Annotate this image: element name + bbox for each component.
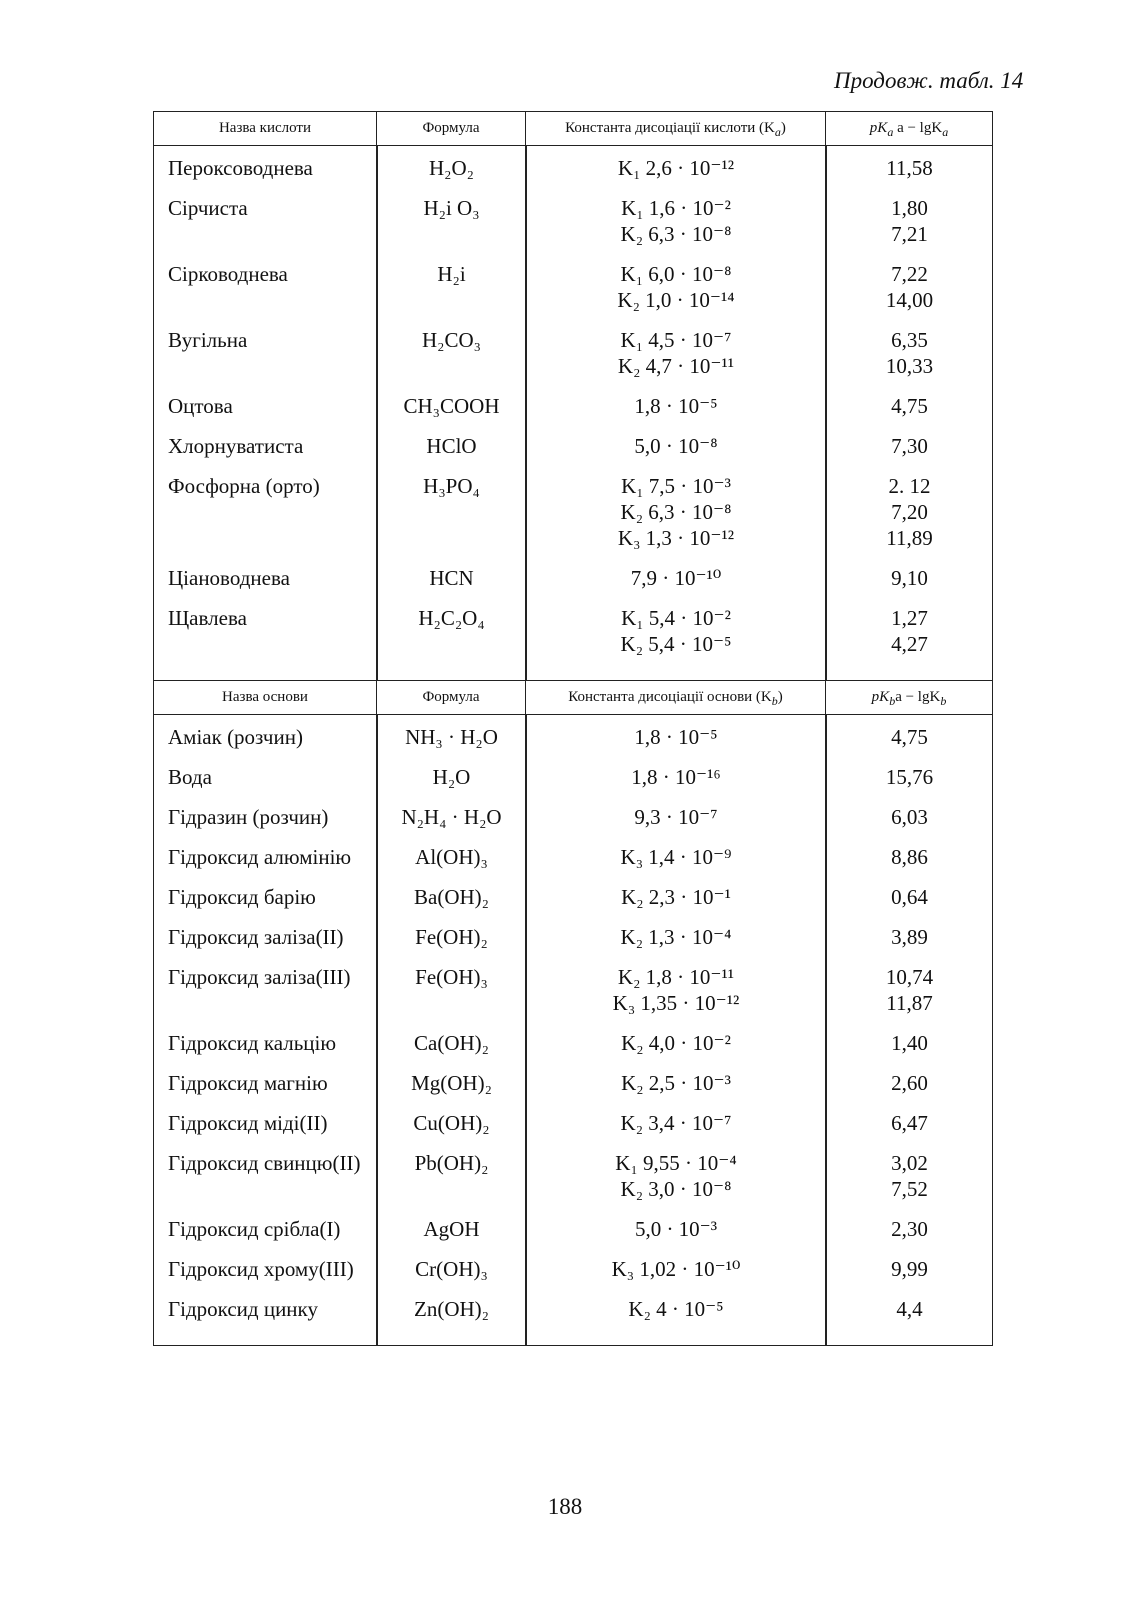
acid-constant-line: K₁ 1,6 · 10⁻² xyxy=(621,196,731,220)
base-name: Гідроксид алюмінію xyxy=(168,845,352,869)
base-pk-line: 4,75 xyxy=(891,725,928,749)
acid-name: Фосфорна (орто) xyxy=(168,474,320,498)
base-pk xyxy=(826,1256,993,1282)
acid-formula: H₂i xyxy=(437,262,466,286)
base-name: Гідроксид заліза(II) xyxy=(168,925,344,949)
base-name: Гідроксид хрому(III) xyxy=(168,1257,354,1281)
base-pk-line: 4,4 xyxy=(896,1297,923,1321)
acid-name-header: Назва кислоти xyxy=(154,112,377,146)
base-name: Гідроксид магнію xyxy=(168,1071,328,1095)
acid-formula: H₂CO₃ xyxy=(422,328,481,352)
base-pk xyxy=(826,1030,993,1056)
base-constant-line: K₂ 1,8 · 10⁻¹¹ xyxy=(617,965,735,989)
acid-pk-line: 1,27 xyxy=(891,606,928,630)
acid-formula: H₂i O₃ xyxy=(423,196,480,220)
base-pk xyxy=(826,1296,993,1322)
acid-name: Щавлева xyxy=(168,606,247,630)
base-constant-line: K₃ 1,4 · 10⁻⁹ xyxy=(620,845,732,869)
acid-pk-line: 11,58 xyxy=(886,156,933,180)
base-formula: H₂O xyxy=(432,765,471,789)
base-name: Гідроксид барію xyxy=(168,885,316,909)
base-pk xyxy=(826,884,993,910)
acid-pk-line: 4,75 xyxy=(891,394,928,418)
acid-pk xyxy=(826,327,993,379)
base-constant-line: K₁ 9,55 · 10⁻⁴ xyxy=(615,1151,737,1175)
acid-formula: H₃PO₄ xyxy=(423,474,480,498)
acid-header-row xyxy=(154,112,993,146)
acid-name: Сірководнева xyxy=(168,262,288,286)
base-formula: Ca(OH)₂ xyxy=(414,1031,489,1055)
base-formula: Mg(OH)₂ xyxy=(411,1071,492,1095)
acid-name: Хлорнуватиста xyxy=(168,434,304,458)
acid-pk xyxy=(826,473,993,551)
acid-constant xyxy=(526,327,826,379)
acid-constant xyxy=(526,433,826,459)
acid-name: Ціановоднева xyxy=(168,566,290,590)
base-constant-line: K₃ 1,02 · 10⁻¹⁰ xyxy=(611,1257,741,1281)
base-formula-header: Формула xyxy=(377,681,526,715)
acid-constant xyxy=(526,473,826,551)
base-constant-line: 5,0 · 10⁻³ xyxy=(634,1217,718,1241)
base-constant-line: K₂ 1,3 · 10⁻⁴ xyxy=(620,925,732,949)
base-name-header: Назва основи xyxy=(154,681,377,715)
acid-formula-header: Формула xyxy=(377,112,526,146)
acid-pk xyxy=(826,261,993,313)
acid-pk-line: 6,35 xyxy=(891,328,928,352)
acid-rows xyxy=(154,146,992,680)
base-constant-line: K₂ 2,3 · 10⁻¹ xyxy=(621,885,731,909)
base-pk-line: 9,99 xyxy=(891,1257,928,1281)
acid-name: Пероксоводнева xyxy=(168,156,313,180)
acid-constant-line: K₁ 6,0 · 10⁻⁸ xyxy=(620,262,732,286)
acid-pk xyxy=(826,195,993,247)
base-name: Гідроксид срібла(I) xyxy=(168,1217,341,1241)
acid-pk-line: 2. 12 xyxy=(888,474,931,498)
base-name: Гідроксид цинку xyxy=(168,1297,318,1321)
base-pk-line: 2,60 xyxy=(891,1071,928,1095)
acid-name: Сірчиста xyxy=(168,196,248,220)
base-constant xyxy=(526,884,826,910)
base-name: Гідразин (розчин) xyxy=(168,805,329,829)
acid-constant-line: K₁ 2,6 · 10⁻¹² xyxy=(617,156,735,180)
acid-constant-header: Константа дисоціації кислоти $(K_a)$ xyxy=(526,112,826,146)
acid-pk xyxy=(826,155,993,181)
base-constant-line: K₃ 1,35 · 10⁻¹² xyxy=(612,991,740,1015)
base-formula: AgOH xyxy=(423,1217,480,1241)
base-pk-line: 8,86 xyxy=(891,845,928,869)
acid-constant-line: K₂ 1,0 · 10⁻¹⁴ xyxy=(617,288,735,312)
base-formula: Fe(OH)₃ xyxy=(415,965,488,989)
acid-formula: CH₃COOH xyxy=(403,394,500,418)
base-pk xyxy=(826,1110,993,1136)
acid-formula: H₂C₂O₄ xyxy=(418,606,485,630)
base-pk xyxy=(826,924,993,950)
base-pk xyxy=(826,844,993,870)
acid-name: Оцтова xyxy=(168,394,233,418)
acid-name: Вугільна xyxy=(168,328,248,352)
acid-constant-line: K₂ 5,4 · 10⁻⁵ xyxy=(620,632,732,656)
base-pk-line: 2,30 xyxy=(891,1217,928,1241)
acid-formula: HClO xyxy=(426,434,477,458)
base-pk xyxy=(826,724,993,750)
acid-constant xyxy=(526,605,826,657)
base-pk-line: 7,52 xyxy=(891,1177,928,1201)
acid-formula: HCN xyxy=(429,566,474,590)
base-name: Аміак (розчин) xyxy=(168,725,303,749)
acid-pk-line: 11,89 xyxy=(886,526,933,550)
base-pk-line: 0,64 xyxy=(891,885,928,909)
base-formula: N₂H₄ · H₂O xyxy=(401,805,502,829)
base-pk-line: 10,74 xyxy=(885,965,934,989)
base-formula: Al(OH)₃ xyxy=(415,845,488,869)
acid-formula: H₂O₂ xyxy=(429,156,474,180)
base-pk-line: 6,03 xyxy=(891,805,928,829)
acid-pk-header: $pK_a$ а − lgK$_a$ xyxy=(826,112,993,146)
base-formula: Cr(OH)₃ xyxy=(415,1257,488,1281)
base-constant-line: K₂ 3,4 · 10⁻⁷ xyxy=(620,1111,732,1135)
base-formula: Ba(OH)₂ xyxy=(414,885,489,909)
base-pk-line: 3,89 xyxy=(891,925,928,949)
base-body xyxy=(154,715,993,1346)
acid-pk xyxy=(826,605,993,657)
base-header-row xyxy=(154,681,993,715)
base-constant-line: 1,8 · 10⁻¹⁶ xyxy=(631,765,721,789)
acid-pk-line: 9,10 xyxy=(891,566,928,590)
base-constant xyxy=(526,1070,826,1096)
base-name: Гідроксид свинцю(II) xyxy=(168,1151,361,1175)
base-pk xyxy=(826,1216,993,1242)
dissociation-constants-table xyxy=(153,111,993,1346)
acid-pk-line: 1,80 xyxy=(891,196,928,220)
base-constant xyxy=(526,1256,826,1282)
base-pk xyxy=(826,964,993,1016)
base-formula: Cu(OH)₂ xyxy=(413,1111,490,1135)
table-continuation-caption: Продовж. табл. 14 xyxy=(834,68,1024,93)
base-constant-line: K₂ 4,0 · 10⁻² xyxy=(621,1031,731,1055)
base-pk xyxy=(826,764,993,790)
acid-constant xyxy=(526,565,826,591)
acid-pk-line: 4,27 xyxy=(891,632,928,656)
base-rows xyxy=(154,715,992,1345)
acid-constant-line: K₁ 7,5 · 10⁻³ xyxy=(621,474,731,498)
acid-constant xyxy=(526,261,826,313)
base-formula: Pb(OH)₂ xyxy=(414,1151,489,1175)
acid-constant-line: K₁ 5,4 · 10⁻² xyxy=(621,606,731,630)
base-constant-line: 1,8 · 10⁻⁵ xyxy=(634,725,718,749)
acid-constant-line: 7,9 · 10⁻¹⁰ xyxy=(630,566,722,590)
acid-constant-line: 5,0 · 10⁻⁸ xyxy=(634,434,718,458)
base-pk-line: 1,40 xyxy=(891,1031,928,1055)
base-pk-line: 6,47 xyxy=(891,1111,928,1135)
acid-constant xyxy=(526,393,826,419)
base-formula: Zn(OH)₂ xyxy=(414,1297,489,1321)
base-constant xyxy=(526,1216,826,1242)
acid-constant xyxy=(526,155,826,181)
base-constant xyxy=(526,1296,826,1322)
base-name: Гідроксид кальцію xyxy=(168,1031,337,1055)
acid-pk xyxy=(826,433,993,459)
base-pk-line: 15,76 xyxy=(885,765,934,789)
acid-constant-line: 1,8 · 10⁻⁵ xyxy=(634,394,718,418)
base-pk-line: 3,02 xyxy=(891,1151,928,1175)
base-constant-line: K₂ 3,0 · 10⁻⁸ xyxy=(620,1177,732,1201)
base-pk xyxy=(826,804,993,830)
acid-pk-line: 7,22 xyxy=(891,262,928,286)
acid-constant-line: K₃ 1,3 · 10⁻¹² xyxy=(617,526,735,550)
acid-pk-line: 14,00 xyxy=(885,288,934,312)
acid-pk-line: 10,33 xyxy=(885,354,934,378)
base-pk xyxy=(826,1150,993,1202)
base-constant xyxy=(526,844,826,870)
base-constant xyxy=(526,1110,826,1136)
base-constant xyxy=(526,964,826,1016)
acid-constant-line: K₂ 6,3 · 10⁻⁸ xyxy=(620,500,732,524)
base-constant xyxy=(526,1150,826,1202)
base-formula: NH₃ · H₂O xyxy=(405,725,498,749)
base-name: Вода xyxy=(168,765,212,789)
acid-constant-line: K₂ 4,7 · 10⁻¹¹ xyxy=(617,354,735,378)
acid-pk-line: 7,30 xyxy=(891,434,928,458)
acid-constant-line: K₁ 4,5 · 10⁻⁷ xyxy=(620,328,732,352)
base-constant xyxy=(526,764,826,790)
base-name: Гідроксид міді(II) xyxy=(168,1111,328,1135)
base-name: Гідроксид заліза(III) xyxy=(168,965,351,989)
base-formula: Fe(OH)₂ xyxy=(415,925,488,949)
page-number: 188 xyxy=(547,1494,583,1519)
acid-body xyxy=(154,146,993,681)
base-constant xyxy=(526,924,826,950)
base-constant xyxy=(526,724,826,750)
base-constant xyxy=(526,804,826,830)
base-constant-line: K₂ 4 · 10⁻⁵ xyxy=(628,1297,724,1321)
base-constant-line: K₂ 2,5 · 10⁻³ xyxy=(621,1071,731,1095)
acid-pk xyxy=(826,565,993,591)
acid-pk-line: 7,21 xyxy=(891,222,928,246)
base-pk-line: 11,87 xyxy=(886,991,933,1015)
base-constant xyxy=(526,1030,826,1056)
acid-pk-line: 7,20 xyxy=(891,500,928,524)
base-pk-header: $pK_bа - \lg K_b$ xyxy=(826,681,993,715)
acid-constant-line: K₂ 6,3 · 10⁻⁸ xyxy=(620,222,732,246)
base-constant-line: 9,3 · 10⁻⁷ xyxy=(634,805,718,829)
acid-pk xyxy=(826,393,993,419)
base-pk xyxy=(826,1070,993,1096)
acid-constant xyxy=(526,195,826,247)
base-constant-header: Константа дисоціації основи $(K_b)$ xyxy=(526,681,826,715)
